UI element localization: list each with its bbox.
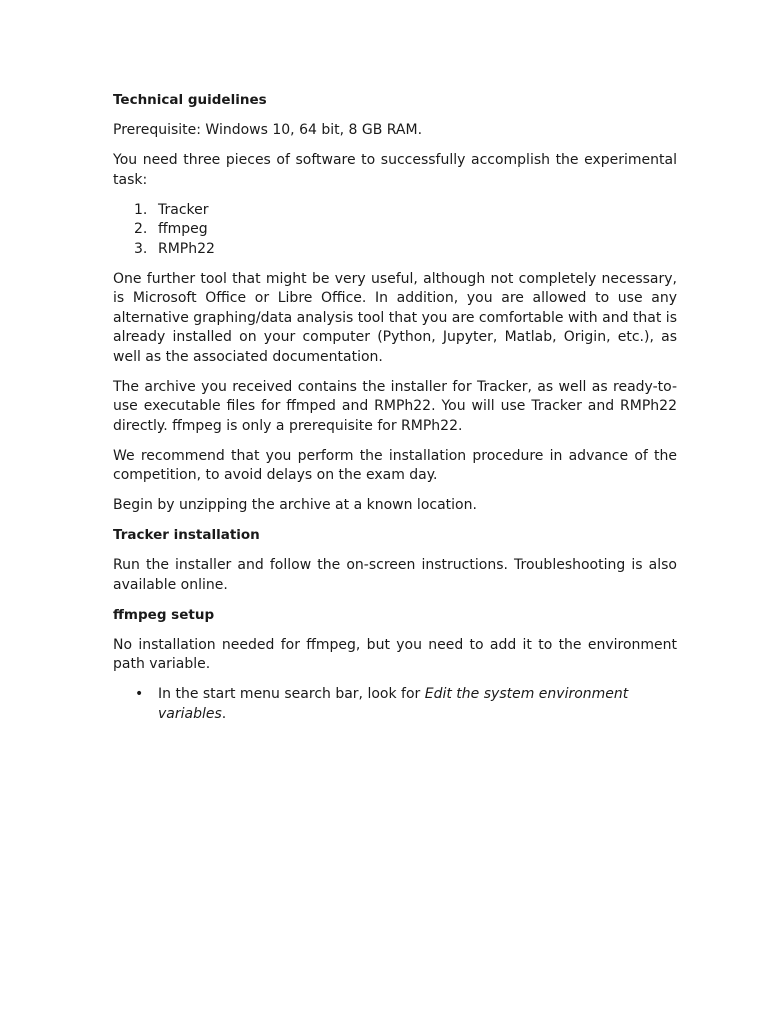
bullet-text-suffix: . [221, 705, 227, 722]
list-number: 2. [134, 221, 148, 237]
paragraph-prerequisite: Prerequisite: Windows 10, 64 bit, 8 GB RAM. [113, 122, 423, 138]
list-item-text: ffmpeg [158, 221, 208, 237]
instruction-list [113, 685, 677, 724]
list-item [113, 685, 677, 724]
paragraph-archive: The archive you received contains the installer for Tracker, as well as ready-to-use executable files for ffmped and RMPh22. You will use Tracker and RMPh22 directly. ffmpeg is only a prerequisite for RMPh22. [113, 378, 677, 434]
paragraph-software-needed: You need three pieces of software to successfully accomplish the experimental task: [113, 152, 677, 188]
list-number: 1. [134, 201, 148, 218]
list-item [113, 240, 677, 260]
list-item-text: Tracker [158, 201, 209, 218]
list-item [113, 220, 677, 240]
paragraph-recommend: We recommend that you perform the installation procedure in advance of the competition, to avoid delays on the exam day. [113, 447, 677, 483]
software-list [113, 201, 677, 260]
paragraph-begin: Begin by unzipping the archive at a known location. [113, 497, 477, 513]
list-number: 3. [134, 240, 148, 257]
heading-technical-guidelines: Technical guidelines [113, 92, 267, 108]
list-item-text: RMPh22 [158, 240, 215, 257]
list-item [113, 201, 677, 221]
heading-tracker-installation: Tracker installation [113, 527, 260, 543]
bullet-text-prefix: In the start menu search bar, look for [158, 686, 425, 702]
heading-ffmpeg-setup: ffmpeg setup [113, 606, 215, 623]
bullet-text-emphasis: Edit the system environment variables [158, 686, 629, 722]
paragraph-no-installation: No installation needed for ffmpeg, but you need to add it to the environment path variable. [113, 636, 677, 672]
bullet-icon: • [135, 686, 144, 702]
paragraph-run-installer: Run the installer and follow the on-screen instructions. Troubleshooting is also available online. [113, 557, 677, 593]
paragraph-further-tools: One further tool that might be very useful, although not completely necessary, is Microsoft Office or Libre Office. In addition, you are allowed to use any alternative graphing/data analysis tool that you are comfortable with and that is already installed on your computer (Python, Jupyter, Matlab, Origin, etc.), as well as the associated documentation. [113, 270, 677, 365]
